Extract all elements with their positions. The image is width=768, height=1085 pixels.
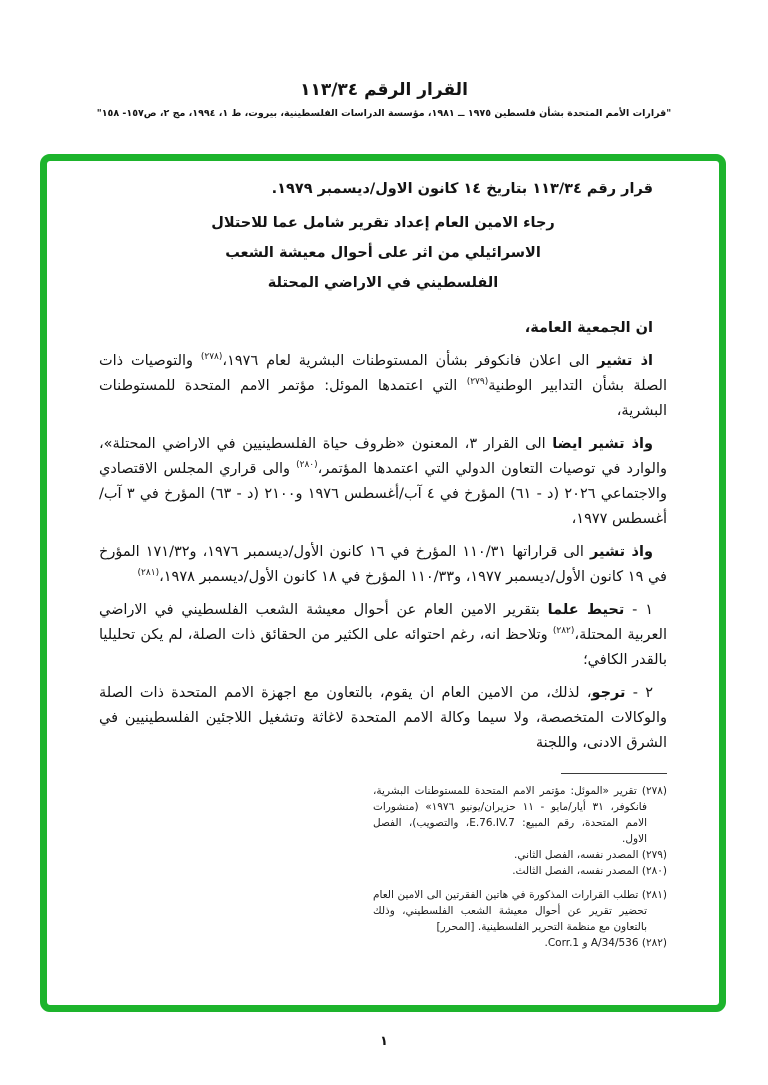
footnote-281: (٢٨١) تطلب القرارات المذكورة في هاتين الفقرتين الى الامين العام تحضير تقرير عن أحوال معيشة الشعب الفلسطيني، وذلك بالتعاون مع منظمة التحرير الفلسطينية. [المحرر] — [373, 889, 667, 933]
footnote-279: (٢٧٩) المصدر نفسه، الفصل الثاني. — [514, 849, 667, 861]
footnote-278: (٢٧٨) تقرير «الموئل: مؤتمر الامم المتحدة للمستوطنات البشرية، فانكوفر، ٣١ أيار/مايو - ١١ حزيران/يونيو ١٩٧٦» (منشورات الامم المتحدة، رقم المبيع: E.76.IV.7، والتصويب)، الفصل الاول. — [373, 785, 667, 845]
preamble-paragraph-ga-resolutions: واذ تشير الى قراراتها ١١٠/٣١ المؤرخ في ١٦ كانون الأول/ديسمبر ١٩٧٦، و١٧١/٣٢ المؤرخ في ١٩ كانون الأول/ديسمبر ١٩٧٧، و١١٠/٣٣ المؤرخ في ١٨ كانون الأول/ديسمبر ١٩٧٨،$^{(٢٨١)}$ — [99, 544, 667, 585]
page-header — [0, 80, 768, 119]
general-assembly-intro: ان الجمعية العامة، — [524, 320, 653, 336]
operative-paragraph-1: ١ - تحيط علما بتقرير الامين العام عن أحوال معيشة الشعب الفلسطيني في الاراضي العربية المحتلة،$^{(٢٨٢)}$ وتلاحظ انه، رغم احتوائه على الكثير من الحقائق ذات الصلة، لم يكن تحليليا بالقدر الكافي؛ — [99, 602, 667, 668]
footnotes-block — [373, 773, 667, 951]
resolution-subtitle — [99, 208, 667, 298]
footnote-282: (٢٨٢) A/34/536 و Corr.1. — [544, 937, 667, 949]
subtitle-line-3: الفلسطيني في الاراضي المحتلة — [267, 275, 499, 291]
resolution-heading: قرار رقم ١١٣/٣٤ بتاريخ ١٤ كانون الاول/ديسمبر ١٩٧٩. — [271, 181, 653, 197]
footnote-separator-rule — [561, 773, 667, 774]
footnote-280: (٢٨٠) المصدر نفسه، الفصل الثالث. — [512, 865, 667, 877]
preamble-paragraph-vancouver: اذ تشير الى اعلان فانكوفر بشأن المستوطنات البشرية لعام ١٩٧٦،$^{(٢٧٨)}$ والتوصيات ذات الصلة بشأن التدابير الوطنية$^{(٢٧٩)}$ التي اعتمدها الموئل: مؤتمر الامم المتحدة للمستوطنات البشرية، — [99, 352, 667, 419]
page-number: ١ — [380, 1034, 388, 1049]
source-citation-line: "قرارات الأمم المتحدة بشأن فلسطين ١٩٧٥ ــ ١٩٨١، مؤسسة الدراسات الفلسطينية، بيروت، ط ١، ١٩٩٤، مج ٢، ص١٥٧- ١٥٨" — [96, 108, 672, 119]
preamble-paragraph-resolution3: واذ تشير ايضا الى القرار ٣، المعنون «ظروف حياة الفلسطينيين في الاراضي المحتلة»، والوارد في توصيات التعاون الدولي التي اعتمدها المؤتمر،$^{(٢٨٠)}$ والى قراري المجلس الاقتصادي والاجتماعي ٢٠٢٦ (د - ٦١) المؤرخ في ٤ آب/أغسطس ١٩٧٦ و٢١٠٠ (د - ٦٣) المؤرخ في ٣ آب/أغسطس ١٩٧٧، — [99, 436, 667, 527]
subtitle-line-1: رجاء الامين العام إعداد تقرير شامل عما للاحتلال — [211, 215, 555, 231]
subtitle-line-2: الاسرائيلي من اثر على أحوال معيشة الشعب — [225, 245, 541, 261]
resolution-highlight-box — [40, 154, 726, 1012]
page-title: القرار الرقم ١١٣/٣٤ — [300, 80, 468, 100]
operative-paragraph-2: ٢ - ترجو، لذلك، من الامين العام ان يقوم، بالتعاون مع اجهزة الامم المتحدة ذات الصلة والوكالات المتخصصة، ولا سيما وكالة الامم المتحدة لاغاثة وتشغيل اللاجئين الفلسطينيين في الشرق الادنى، واللجنة — [99, 685, 667, 751]
resolution-content — [47, 161, 719, 1005]
